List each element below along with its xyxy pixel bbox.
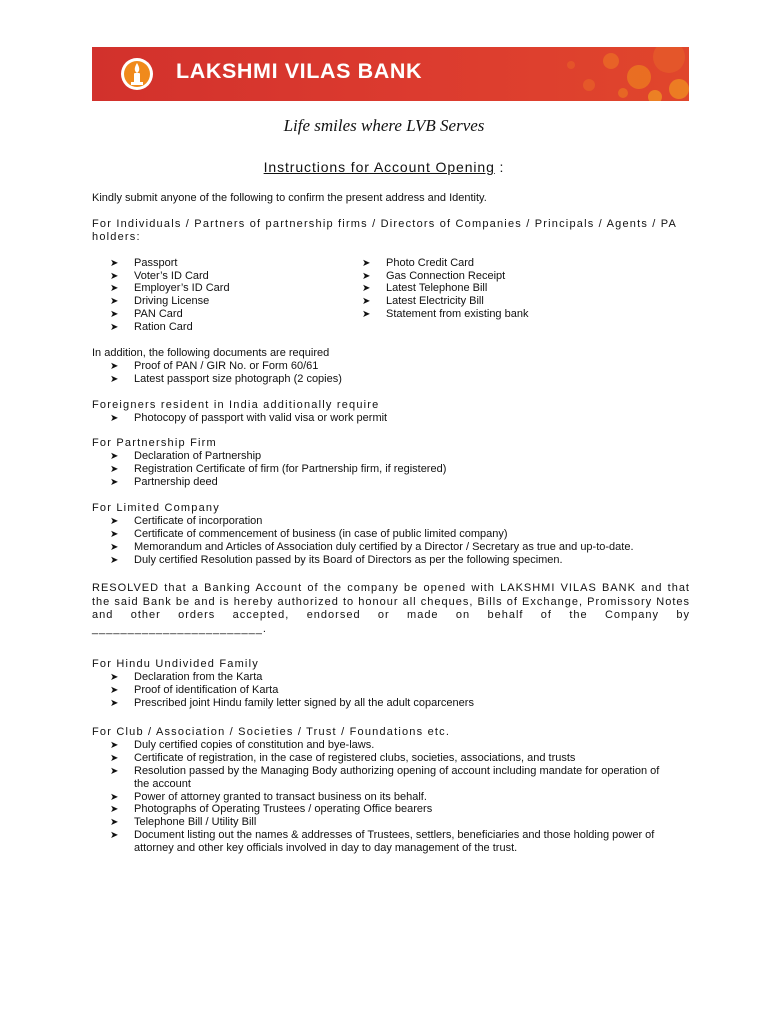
arrow-bullet-icon: ➤ <box>362 258 371 269</box>
arrow-bullet-icon: ➤ <box>110 464 119 475</box>
arrow-bullet-icon: ➤ <box>110 283 119 294</box>
tagline: Life smiles where LVB Serves <box>283 116 485 135</box>
partnership-heading: For Partnership Firm <box>92 437 217 449</box>
arrow-bullet-icon: ➤ <box>110 413 119 424</box>
arrow-bullet-icon: ➤ <box>362 283 371 294</box>
arrow-bullet-icon: ➤ <box>110 529 119 540</box>
arrow-bullet-icon: ➤ <box>110 740 119 751</box>
individuals-heading: For Individuals / Partners of partnership firms / Directors of Companies / Principals / Agents / PA <box>92 218 678 230</box>
arrow-bullet-icon: ➤ <box>110 477 119 488</box>
arrow-bullet-icon: ➤ <box>110 685 119 696</box>
arrow-bullet-icon: ➤ <box>362 296 371 307</box>
arrow-bullet-icon: ➤ <box>110 374 119 385</box>
arrow-bullet-icon: ➤ <box>110 698 119 709</box>
arrow-bullet-icon: ➤ <box>110 322 119 333</box>
club-heading: For Club / Association / Societies / Trust / Foundations etc. <box>92 726 451 738</box>
decorative-dots <box>519 47 689 101</box>
individuals-heading-cont: holders: <box>92 231 141 243</box>
foreigners-heading: Foreigners resident in India additionally require <box>92 399 380 411</box>
bank-name: LAKSHMI VILAS BANK <box>176 59 423 83</box>
arrow-bullet-icon: ➤ <box>110 296 119 307</box>
arrow-bullet-icon: ➤ <box>110 451 119 462</box>
arrow-bullet-icon: ➤ <box>110 753 119 764</box>
arrow-bullet-icon: ➤ <box>362 309 371 320</box>
addition-heading: In addition, the following documents are required <box>92 347 330 359</box>
intro-text: Kindly submit anyone of the following to confirm the present address and Identity. <box>92 192 487 204</box>
arrow-bullet-icon: ➤ <box>362 271 371 282</box>
arrow-bullet-icon: ➤ <box>110 516 119 527</box>
bank-banner <box>92 47 689 101</box>
lamp-emblem-icon <box>120 57 154 91</box>
limited-heading: For Limited Company <box>92 502 220 514</box>
arrow-bullet-icon: ➤ <box>110 309 119 320</box>
arrow-bullet-icon: ➤ <box>110 258 119 269</box>
huf-heading: For Hindu Undivided Family <box>92 658 259 670</box>
arrow-bullet-icon: ➤ <box>110 672 119 683</box>
arrow-bullet-icon: ➤ <box>110 555 119 566</box>
arrow-bullet-icon: ➤ <box>110 361 119 372</box>
page-title: Instructions for Account Opening : <box>263 159 505 175</box>
arrow-bullet-icon: ➤ <box>110 830 119 841</box>
arrow-bullet-icon: ➤ <box>110 542 119 553</box>
arrow-bullet-icon: ➤ <box>110 271 119 282</box>
arrow-bullet-icon: ➤ <box>110 804 119 815</box>
arrow-bullet-icon: ➤ <box>110 766 119 777</box>
resolution-text: RESOLVED that a Banking Account of the company be opened with LAKSHMI VILAS BANK and that the said Bank be and is hereby authorized to honour all cheques, Bills of Exchange, Promissory Notes and other orders accepted, endorsed or made on behalf of the Company by ________________________. <box>92 582 690 635</box>
arrow-bullet-icon: ➤ <box>110 817 119 828</box>
arrow-bullet-icon: ➤ <box>110 792 119 803</box>
